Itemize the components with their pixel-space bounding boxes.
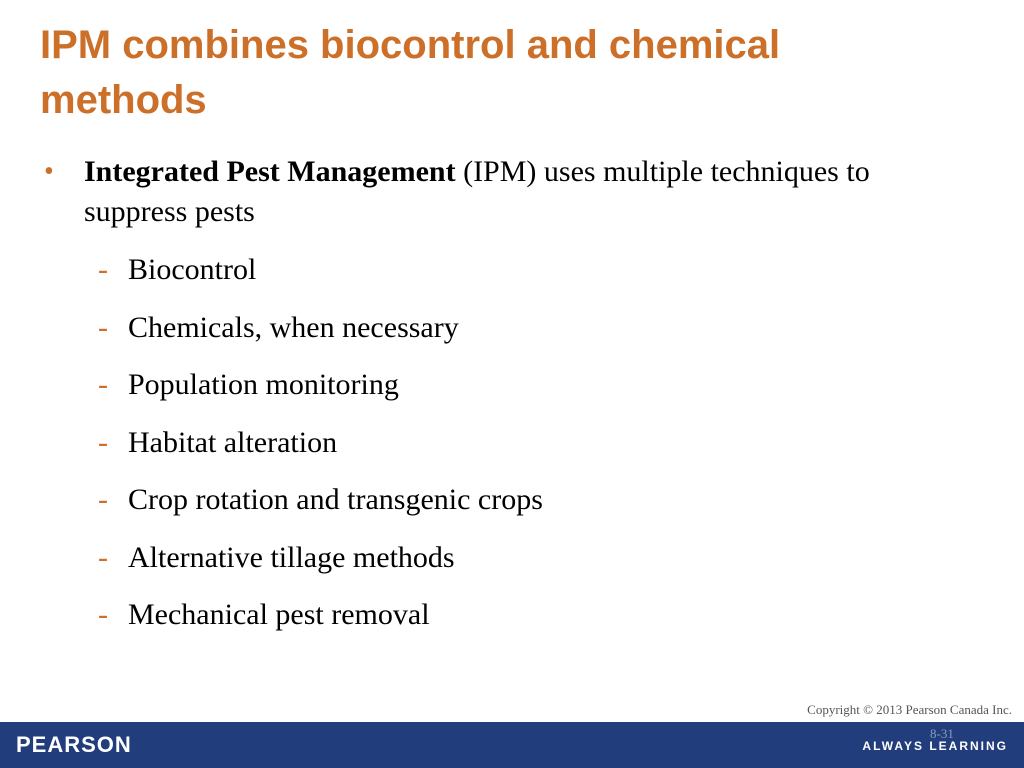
- dash-marker: -: [98, 425, 108, 459]
- dash-marker: -: [98, 368, 108, 401]
- dash-marker: -: [98, 598, 108, 631]
- list-item: [96, 306, 543, 364]
- dash-marker: -: [98, 310, 108, 344]
- sub-item-label: Alternative tillage methods: [128, 540, 455, 574]
- sub-item-label: Crop rotation and transgenic crops: [128, 483, 543, 516]
- main-bullet: [44, 152, 924, 232]
- main-bullet-text: [84, 152, 924, 232]
- list-item: [96, 478, 543, 536]
- copyright-notice: Copyright © 2013 Pearson Canada Inc.: [807, 702, 1012, 717]
- sub-item-label: Habitat alteration: [128, 425, 338, 459]
- sub-item-label: Population monitoring: [128, 368, 399, 401]
- list-item: [96, 248, 543, 306]
- bullet-term: Integrated Pest Management: [84, 155, 456, 188]
- always-learning-tagline: ALWAYS LEARNING: [862, 739, 1008, 753]
- sub-item-label: Mechanical pest removal: [128, 598, 430, 631]
- list-item: [96, 363, 543, 421]
- bullet-rest: (IPM) uses multiple techniques to suppress pests: [84, 155, 870, 228]
- sub-item-label: Biocontrol: [128, 253, 257, 286]
- page-number: 8-31: [930, 726, 954, 741]
- bullet-dot: •: [44, 156, 54, 187]
- slide-title: IPM combines biocontrol and chemical methods: [40, 23, 781, 122]
- list-item: [96, 593, 543, 651]
- list-item: [96, 421, 543, 479]
- dash-marker: -: [98, 540, 108, 574]
- footer-bar: [0, 722, 1024, 768]
- list-item: [96, 536, 543, 594]
- sub-bullet-list: [96, 248, 543, 651]
- sub-item-label: Chemicals, when necessary: [128, 310, 459, 344]
- dash-marker: -: [98, 483, 108, 516]
- pearson-logo: PEARSON: [16, 732, 132, 757]
- dash-marker: -: [98, 253, 108, 286]
